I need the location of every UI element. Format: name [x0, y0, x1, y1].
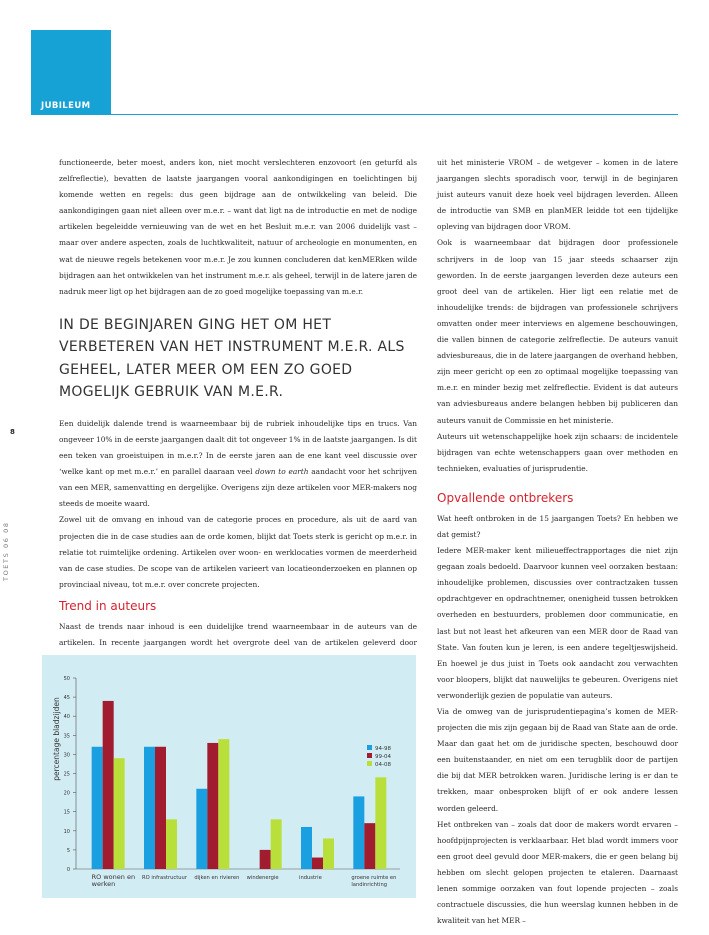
section-label: JUBILEUM	[41, 101, 91, 111]
x-category-label: windenergie	[246, 875, 279, 881]
side-label: TOETS 06 08	[2, 521, 10, 581]
bar-94-98	[144, 747, 155, 869]
right-paragraph-1: uit het ministerie VROM – de wetgever – komen in de latere jaargangen slechts sporadisch voor, terwijl in de beginjaren juist auteurs vanuit deze hoek veel bijdragen leverden. Alleen de introductie van SMB en planMER leidde tot een tijdelijke opleving van bijdragen door VROM.	[437, 158, 678, 232]
pull-quote: IN DE BEGINJAREN GING HET OM HET VERBETEREN VAN HET INSTRUMENT M.E.R. ALS GEHEEL, LATER MEER OM EEN ZO GOED MOGELIJK GEBRUIK VAN M.E.R.	[59, 316, 405, 401]
right-paragraph-2: Ook is waarneembaar dat bijdragen door professionele schrijvers in de loop van 15 jaar steeds schaarser zijn geworden. In de eerste jaargangen leverden deze auteurs een groot deel van de artikelen. Hier ligt een relatie met de inhoudelijke trends: de bijdragen van professionele schrijvers omvatten onder meer interviews en algemene beschouwingen, die vallen binnen de categorie zelfreflectie. De auteurs vanuit adviesbureaus, die in de latere jaargangen de overhand hebben, zijn meer gericht op een zo optimaal mogelijke toepassing van m.e.r. en minder bezig met zelfreflectie. Evident is dat auteurs van adviesbureaus andere belangen hebben bij publiceren dan auteurs vanuit de Commissie en het ministerie.	[437, 238, 678, 425]
bar-chart-svg	[42, 655, 416, 898]
section-tab	[31, 30, 111, 114]
bar-99-04	[207, 743, 218, 869]
right-column	[437, 155, 678, 929]
bar-94-98	[196, 789, 207, 869]
left-column	[59, 155, 417, 667]
bar-94-98	[92, 747, 103, 869]
legend-swatch-04-08	[367, 761, 372, 766]
x-category-label: landinrichting	[351, 882, 388, 888]
legend-swatch-94-98	[367, 745, 372, 750]
bar-99-04	[155, 747, 166, 869]
bar-99-04	[312, 858, 323, 869]
right-paragraph-3: Auteurs uit wetenschappelijke hoek zijn schaars: de incidentele bijdragen van echte wetenschappers gaan over methoden en technieken, evaluaties of jurisprudentie.	[437, 431, 678, 473]
bar-04-08	[218, 739, 229, 869]
bar-94-98	[301, 827, 312, 869]
y-tick-label: 45	[63, 695, 70, 702]
legend-label: 94-98	[375, 746, 391, 752]
y-tick-label: 25	[63, 771, 70, 778]
bar-99-04	[260, 850, 271, 869]
header-rule	[31, 114, 678, 115]
left-paragraph-2-emphasis: down to earth	[255, 467, 309, 477]
left-paragraph-2	[59, 416, 417, 513]
right-paragraph-4: Wat heeft ontbroken in de 15 jaargangen Toets? En hebben we dat gemist?	[437, 513, 678, 539]
y-tick-label: 15	[63, 809, 70, 816]
y-tick-label: 50	[63, 676, 70, 682]
bar-04-08	[271, 819, 282, 869]
y-tick-label: 5	[66, 847, 70, 854]
bar-04-08	[375, 777, 386, 869]
left-paragraph-3: Zowel uit de omvang en inhoud van de categorie proces en procedure, als uit de aard van projecten die in de case studies aan de orde komen, blijkt dat Toets sterk is gericht op m.e.r. in relatie tot ruimtelijke ordening. Artikelen over woon- en werklocaties vormen de meerderheid van de case studies. De scope van de artikelen varieert van locatieonderzoeken en plannen op provinciaal niveau, tot m.e.r. over concrete projecten.	[59, 515, 417, 589]
bar-94-98	[353, 796, 364, 869]
subheading-trend-authors: Trend in auteurs	[59, 598, 157, 613]
legend-label: 04-08	[375, 762, 391, 768]
right-paragraph-7: Het ontbreken van – zoals dat door de makers wordt ervaren – hoofdpijnprojecten is verklaarbaar. Het blad wordt immers voor een groot deel gevuld door MER-makers, die er geen belang bij hebben om slecht gelopen projecten te etaleren. Daarnaast lenen sommige oorzaken van fout lopende projecten – zoals contractuele discussies, die hun weerslag kunnen hebben in de kwaliteit van het MER –	[437, 819, 678, 926]
y-axis-label: percentage bladzijden	[52, 697, 61, 781]
bar-99-04	[103, 701, 114, 869]
left-paragraph-1: functioneerde, beter moest, anders kon, niet mocht verslechteren enzovoort (en geturfd als zelfreflectie), bevatten de laatste jaargangen vooral aankondigingen en toelichtingen bij komende wetten en regels: dus geen bijdrage aan de ontwikkeling van beleid. Die aankondigingen gaan niet alleen over m.e.r. – want dat ligt na de introductie en met de nodige artikelen begeleidde vernieuwing van de wet en het Besluit m.e.r. van 2006 duidelijk vast – maar over andere aspecten, zoals de luchtkwaliteit, natuur of archeologie en monumenten, en wat de nieuwe regels betekenen voor m.e.r. Je zou kunnen concluderen dat kenMERken wilde bijdragen aan het ontwikkelen van het instrument m.e.r. als geheel, terwijl in de latere jaren de nadruk meer ligt op het bijdragen aan de zo goed mogelijke toepassing van m.e.r.	[59, 158, 417, 296]
y-tick-label: 0	[66, 867, 70, 873]
bar-04-08	[166, 819, 177, 869]
legend-swatch-99-04	[367, 753, 372, 758]
bar-04-08	[114, 758, 125, 869]
subheading-missing: Opvallende ontbrekers	[437, 490, 574, 505]
page-number: 8	[10, 428, 15, 436]
x-category-label: RO wonen en	[91, 873, 136, 881]
x-category-label: industrie	[299, 875, 322, 881]
bar-04-08	[323, 838, 334, 869]
y-tick-label: 35	[63, 733, 70, 740]
bar-99-04	[364, 823, 375, 869]
y-tick-label: 10	[63, 828, 70, 835]
y-tick-label: 20	[63, 790, 70, 797]
x-category-label: dijken en rivieren	[194, 875, 240, 881]
left-paragraph-4: Naast de trends naar inhoud is een duidelijke trend waarneembaar in de auteurs van de artikelen. In recente jaargangen wordt het overgrote deel van de artikelen geleverd door	[59, 621, 417, 647]
y-tick-label: 30	[63, 752, 70, 759]
legend-label: 99-04	[375, 754, 391, 760]
y-tick-label: 40	[63, 714, 70, 721]
right-paragraph-5: Iedere MER-maker kent milieueffectrapportages die niet zijn gegaan zoals bedoeld. Daarvoor kunnen veel oorzaken bestaan: inhoudelijke problemen, discussies over contractzaken tussen opdrachtgever en opdrachtnemer, onenigheid tussen betrokken overheden en bestuurders, problemen door communicatie, en last but not least het afkeuren van een MER door de Raad van State. Van fouten kun je leren, is een andere tegeltjeswijsheid. En hoewel je dus juist in Toets ook aandacht zou verwachten voor bloopers, blijkt dat nauwelijks te gebeuren. Overigens niet verwonderlijk gezien de populatie van auteurs.	[437, 546, 678, 700]
right-paragraph-6: Via de omweg van de jurisprudentiepagina’s komen de MER-projecten die mis zijn gegaan bij de Raad van State aan de orde. Maar dan gaat het om de juridische specten, beschouwd door een buitenstaander, en niet om een terugblik door de partijen die bij dat MER betrokken waren. Juridische lering is er dan te trekken, maar onbesproken blijft of er ook andere lessen worden geleerd.	[437, 707, 678, 813]
bar-chart	[42, 655, 416, 898]
x-category-label: RO infrastructuur	[142, 875, 187, 881]
x-category-label: werken	[91, 880, 116, 888]
left-paragraph-2-end: aandacht voor het schrijven van een MER, samenvatting en dergelijke. Overigens zijn deze artikelen voor MER-makers nog steeds de moeite waard.	[59, 467, 417, 509]
left-paragraph-2-start: Een duidelijk dalende trend is waarneembaar bij de rubriek inhoudelijke tips en trucs. Van ongeveer 10% in de eerste jaargangen daalt dit tot ongeveer 1% in de laatste jaargangen. Is dit een teken van groeistuipen in m.e.r.? In de eerste jaren aan de ene kant veel discussie over ‘welke kant op met m.e.r.’ en parallel daaraan veel	[59, 418, 417, 477]
x-category-label: groene ruimte en	[351, 875, 397, 881]
